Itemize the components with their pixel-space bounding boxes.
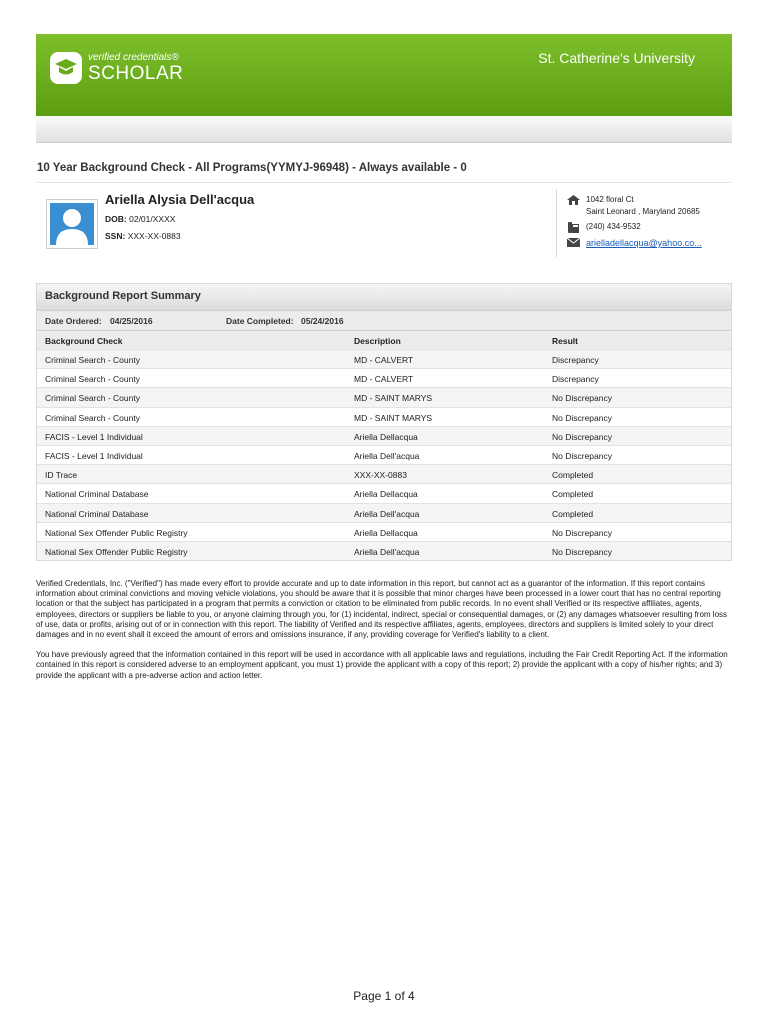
row-check: National Sex Offender Public Registry (45, 527, 188, 538)
avatar-icon (50, 203, 94, 245)
table-row (37, 541, 731, 560)
disclaimer-paragraph: Verified Credentials, Inc. ("Verified") has made every effort to provide accurate and up to date information in this report, but cannot act as a guarantor of the information. If this report contains information about criminal convictions and moving vehicle violations, you should be aware that it is possible that minor charges have been processed in a lower court that has no central reporting location or that the subject has participated in a program that permits a conviction or citation to be eliminated from public records. In no event shall Verified or its respective affiliates, agents, employees, directors or suppliers be liable to you, or anyone claiming through you, for (1) incidental, indirect, special or consequential damages, or (2) any damages whatsoever resulting from loss of use, data or profits, arising out of or in connection with this report. The liability of Verified and its respective affiliates, agents, employees, directors and suppliers is limited solely to your direct damages and in no event shall it exceed the amount of errors and omissions insurance, if any, providing coverage for Verified's liability to a client. (36, 579, 728, 640)
ssn-label: SSN: (105, 231, 126, 241)
table-row (37, 368, 731, 387)
row-result: No Discrepancy (552, 431, 612, 442)
dob-value: 02/01/XXXX (129, 214, 176, 224)
logo-tagline: verified credentials® (88, 52, 179, 63)
university-name: St. Catherine's University (538, 50, 695, 66)
row-check: ID Trace (45, 470, 78, 481)
row-result: Completed (552, 508, 594, 519)
row-check: FACIS - Level 1 Individual (45, 431, 143, 442)
row-description: Ariella Dell'acqua (354, 508, 420, 519)
dob-label: DOB: (105, 214, 127, 224)
column-header-result: Result (552, 336, 578, 346)
scholar-logo (50, 52, 183, 84)
page-number: Page 1 of 4 (353, 989, 415, 1003)
disclaimer-paragraph: You have previously agreed that the information contained in this report will be used in accordance with all applicable laws and regulations, including the Fair Credit Reporting Act. If the information contained in this report is considered adverse to an employment applicant, you must 1) provide the applicant with a copy of this report; 2) provide the applicant with a copy of his/her rights; and 3) provide the applicant with a pre-adverse action and action letter. (36, 650, 728, 680)
date-completed-value: 05/24/2016 (301, 316, 344, 326)
home-icon (567, 195, 581, 205)
report-title: 10 Year Background Check - All Programs(YYMYJ-96948) - Always available - 0 (37, 162, 467, 174)
logo-wordmark: SCHOLAR (88, 63, 184, 84)
table-row (37, 407, 731, 426)
background-report-summary (36, 283, 732, 561)
row-result: No Discrepancy (552, 450, 612, 461)
row-result: Completed (552, 489, 594, 500)
summary-title: Background Report Summary (37, 284, 731, 310)
column-header-description: Description (354, 336, 401, 346)
email-icon (567, 238, 581, 248)
table-body (37, 349, 731, 560)
row-check: Criminal Search - County (45, 393, 140, 404)
dob-line (105, 214, 175, 224)
row-description: Ariella Dellacqua (354, 489, 418, 500)
phone-row (567, 222, 732, 232)
subject-profile (36, 182, 732, 258)
table-row (37, 387, 731, 406)
date-ordered-label: Date Ordered: (45, 316, 102, 326)
legal-disclaimer (36, 579, 732, 691)
subject-name: Ariella Alysia Dell'acqua (105, 192, 255, 207)
column-header-check: Background Check (45, 336, 123, 346)
row-result: No Discrepancy (552, 412, 612, 423)
address-line-2: Saint Leonard , Maryland 20685 (586, 207, 700, 216)
email-row (567, 238, 732, 248)
ssn-line (105, 231, 181, 241)
row-description: Ariella Dellacqua (354, 431, 418, 442)
email-link[interactable]: arielladellacqua@yahoo.co... (586, 238, 702, 248)
row-check: Criminal Search - County (45, 374, 140, 385)
row-result: No Discrepancy (552, 546, 612, 557)
phone-number: (240) 434-9532 (586, 222, 641, 231)
row-description: Ariella Dellacqua (354, 527, 418, 538)
row-description: XXX-XX-0883 (354, 470, 407, 481)
sub-toolbar (36, 116, 732, 143)
date-ordered-value: 04/25/2016 (110, 316, 153, 326)
table-row (37, 503, 731, 522)
contact-info (556, 189, 732, 257)
row-description: MD - CALVERT (354, 374, 414, 385)
row-description: Ariella Dell'acqua (354, 546, 420, 557)
row-result: No Discrepancy (552, 393, 612, 404)
row-result: No Discrepancy (552, 527, 612, 538)
table-row (37, 445, 731, 464)
address-row (567, 195, 732, 216)
row-result: Discrepancy (552, 355, 599, 365)
row-description: MD - SAINT MARYS (354, 412, 433, 423)
table-header (37, 330, 731, 349)
table-row (37, 349, 731, 368)
avatar (46, 199, 98, 249)
row-result: Completed (552, 470, 594, 481)
table-row (37, 464, 731, 483)
row-check: National Criminal Database (45, 489, 149, 500)
row-description: Ariella Dell'acqua (354, 450, 420, 461)
address-line-1: 1042 floral Ct (586, 195, 634, 204)
row-check: National Criminal Database (45, 508, 149, 519)
phone-icon (567, 222, 581, 232)
dates-bar (37, 310, 731, 330)
table-row (37, 483, 731, 502)
date-completed-label: Date Completed: (226, 316, 294, 326)
row-description: MD - CALVERT (354, 355, 414, 365)
row-check: Criminal Search - County (45, 412, 140, 423)
table-row (37, 522, 731, 541)
row-check: National Sex Offender Public Registry (45, 546, 188, 557)
row-result: Discrepancy (552, 374, 599, 385)
graduation-cap-icon (50, 52, 82, 84)
table-row (37, 426, 731, 445)
ssn-value: XXX-XX-0883 (127, 231, 181, 241)
row-check: FACIS - Level 1 Individual (45, 450, 143, 461)
row-check: Criminal Search - County (45, 355, 140, 365)
header-banner (36, 34, 732, 116)
row-description: MD - SAINT MARYS (354, 393, 433, 404)
